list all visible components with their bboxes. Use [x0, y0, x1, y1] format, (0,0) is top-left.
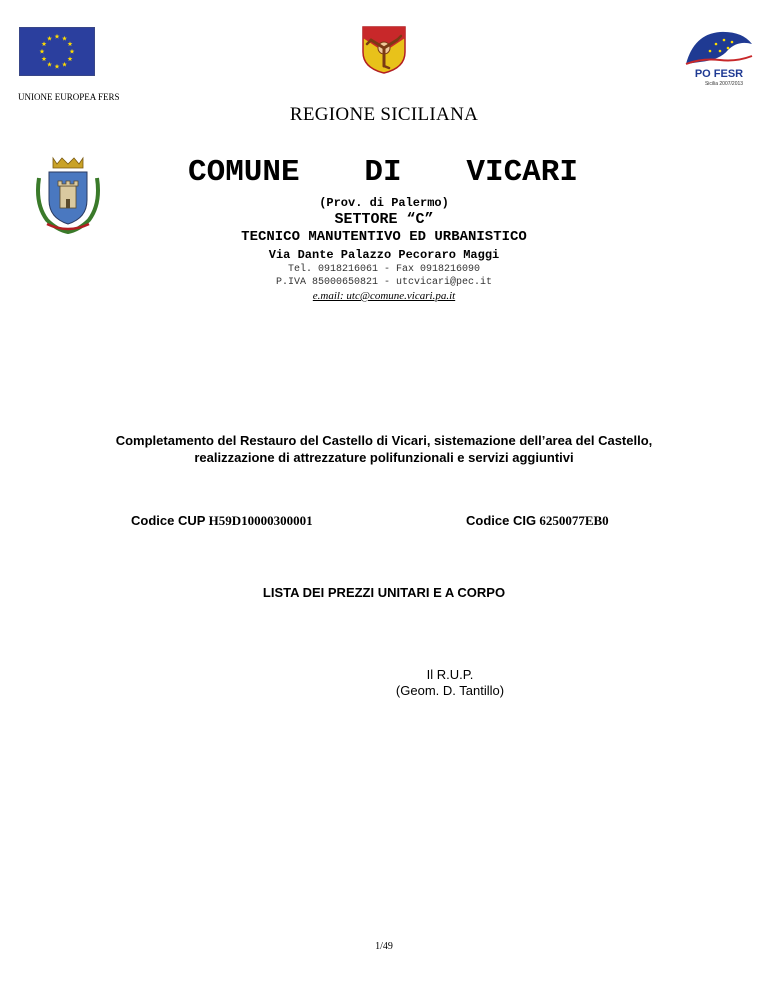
project-title-line: Completamento del Restauro del Castello di Vicari, sistemazione dell’area del Castello,: [115, 433, 653, 448]
cup-code: [131, 513, 313, 529]
eu-caption: UNIONE EUROPEA FERS: [18, 92, 120, 102]
cig-value: 6250077EB0: [539, 513, 609, 528]
po-fesr-subtext: Sicilia 2007/2013: [704, 81, 744, 87]
sector-heading: SETTORE “C”: [334, 211, 434, 228]
cig-label: Codice CIG: [466, 513, 537, 528]
province: (Prov. di Palermo): [319, 196, 449, 210]
municipality-title-word: VICARI: [466, 155, 578, 190]
rup-title: Il R.U.P.: [426, 667, 474, 682]
office-heading: TECNICO MANUTENTIVO ED URBANISTICO: [241, 229, 527, 245]
project-title: [40, 432, 728, 466]
municipality-title-word: COMUNE: [188, 155, 300, 190]
po-fesr-logo: [680, 24, 758, 88]
cup-value: H59D10000300001: [208, 513, 313, 528]
sicily-region-crest: [359, 24, 409, 75]
rup-name: (Geom. D. Tantillo): [395, 683, 505, 698]
phone-fax: Tel. 0918216061 - Fax 0918216090: [287, 264, 481, 275]
address: Via Dante Palazzo Pecoraro Maggi: [268, 248, 500, 262]
cig-code: [466, 513, 609, 529]
region-name: REGIONE SICILIANA: [289, 104, 479, 125]
eu-flag-logo: [19, 27, 95, 76]
po-fesr-text: PO FESR: [694, 68, 744, 80]
municipality-title-word: DI: [364, 155, 402, 190]
page-number: 1/49: [375, 941, 393, 952]
document-title: LISTA DEI PREZZI UNITARI E A CORPO: [262, 585, 506, 600]
vat-pec: P.IVA 85000650821 - utcvicari@pec.it: [275, 277, 493, 288]
project-title-line: realizzazione di attrezzature polifunzionali e servizi aggiuntivi: [194, 450, 574, 465]
municipality-title: [188, 155, 578, 190]
cup-label: Codice CUP: [131, 513, 206, 528]
email-link[interactable]: e.mail: utc@comune.vicari.pa.it: [312, 290, 456, 302]
